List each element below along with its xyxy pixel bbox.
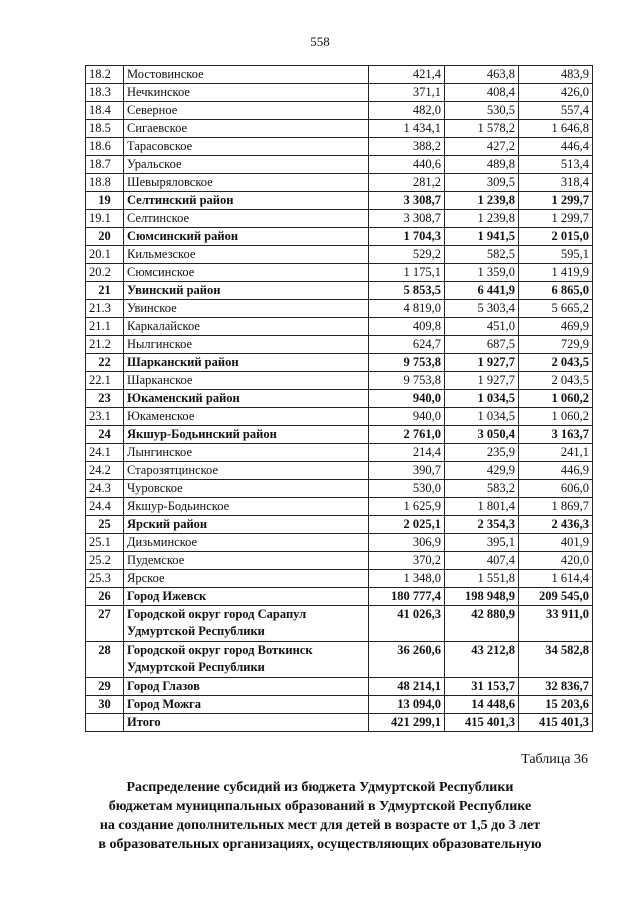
- row-value-3: 241,1: [519, 444, 593, 462]
- row-name: Итого: [124, 714, 369, 732]
- row-code: 20.2: [86, 264, 124, 282]
- row-value-3: 401,9: [519, 534, 593, 552]
- table-row: [86, 66, 593, 84]
- row-value-3: 33 911,0: [519, 606, 593, 642]
- row-name: Шарканское: [124, 372, 369, 390]
- row-value-1: 530,0: [369, 480, 445, 498]
- row-value-2: 235,9: [445, 444, 519, 462]
- row-value-2: 407,4: [445, 552, 519, 570]
- table-row: [86, 264, 593, 282]
- row-value-1: 5 853,5: [369, 282, 445, 300]
- row-value-3: 15 203,6: [519, 696, 593, 714]
- row-name: Лынгинское: [124, 444, 369, 462]
- table-row: [86, 372, 593, 390]
- row-code: 30: [86, 696, 124, 714]
- row-value-3: 1 614,4: [519, 570, 593, 588]
- table-row: [86, 588, 593, 606]
- section-heading: [60, 778, 580, 854]
- row-value-1: 421 299,1: [369, 714, 445, 732]
- table-row: [86, 714, 593, 732]
- table-row: [86, 408, 593, 426]
- row-value-2: 489,8: [445, 156, 519, 174]
- row-code: 22: [86, 354, 124, 372]
- row-value-1: 41 026,3: [369, 606, 445, 642]
- row-value-1: 214,4: [369, 444, 445, 462]
- table-body: [86, 66, 593, 732]
- row-value-1: 36 260,6: [369, 642, 445, 678]
- table-row: [86, 498, 593, 516]
- row-value-3: 557,4: [519, 102, 593, 120]
- row-value-2: 1 551,8: [445, 570, 519, 588]
- row-value-1: 4 819,0: [369, 300, 445, 318]
- row-value-2: 1 239,8: [445, 210, 519, 228]
- row-code: 23.1: [86, 408, 124, 426]
- row-value-2: 583,2: [445, 480, 519, 498]
- row-name: Сюмсинский район: [124, 228, 369, 246]
- row-value-2: 687,5: [445, 336, 519, 354]
- row-value-2: 31 153,7: [445, 678, 519, 696]
- row-name: Кильмезское: [124, 246, 369, 264]
- row-value-2: 530,5: [445, 102, 519, 120]
- row-code: 24.2: [86, 462, 124, 480]
- page-number: 558: [310, 34, 330, 49]
- heading-line: бюджетам муниципальных образований в Удмуртской Республике: [108, 799, 532, 814]
- row-code: 24.4: [86, 498, 124, 516]
- row-value-1: 1 704,3: [369, 228, 445, 246]
- table-row: [86, 696, 593, 714]
- row-value-3: 2 015,0: [519, 228, 593, 246]
- row-code: 23: [86, 390, 124, 408]
- row-name: Ярское: [124, 570, 369, 588]
- row-code: 20.1: [86, 246, 124, 264]
- row-value-3: 1 299,7: [519, 192, 593, 210]
- row-value-2: 1 927,7: [445, 354, 519, 372]
- table-row: [86, 102, 593, 120]
- row-code: 26: [86, 588, 124, 606]
- row-value-2: 408,4: [445, 84, 519, 102]
- row-code: 21.2: [86, 336, 124, 354]
- table-row: [86, 426, 593, 444]
- row-code: 18.4: [86, 102, 124, 120]
- row-name: Якшур-Бодьинский район: [124, 426, 369, 444]
- row-name: Увинское: [124, 300, 369, 318]
- row-name: Ярский район: [124, 516, 369, 534]
- row-value-3: 420,0: [519, 552, 593, 570]
- row-name: Городской округ город Воткинск Удмуртской Республики: [124, 642, 369, 678]
- row-value-3: 32 836,7: [519, 678, 593, 696]
- row-code: 24.3: [86, 480, 124, 498]
- row-value-1: 370,2: [369, 552, 445, 570]
- heading-line: на создание дополнительных мест для детей в возрасте от 1,5 до 3 лет: [99, 818, 541, 833]
- row-value-1: 529,2: [369, 246, 445, 264]
- row-code: [86, 714, 124, 732]
- row-value-1: 390,7: [369, 462, 445, 480]
- row-value-3: 729,9: [519, 336, 593, 354]
- row-value-3: 1 419,9: [519, 264, 593, 282]
- row-value-3: 209 545,0: [519, 588, 593, 606]
- table-row: [86, 318, 593, 336]
- heading-line: в образовательных организациях, осуществляющих образовательную: [98, 837, 542, 852]
- row-value-1: 306,9: [369, 534, 445, 552]
- row-value-3: 483,9: [519, 66, 593, 84]
- row-value-2: 14 448,6: [445, 696, 519, 714]
- table-row: [86, 480, 593, 498]
- row-code: 18.5: [86, 120, 124, 138]
- row-value-1: 3 308,7: [369, 210, 445, 228]
- row-value-3: 446,9: [519, 462, 593, 480]
- row-value-1: 421,4: [369, 66, 445, 84]
- row-value-3: 6 865,0: [519, 282, 593, 300]
- row-value-1: 1 175,1: [369, 264, 445, 282]
- row-value-3: 318,4: [519, 174, 593, 192]
- row-name: Юкаменский район: [124, 390, 369, 408]
- row-value-2: 582,5: [445, 246, 519, 264]
- table-row: [86, 444, 593, 462]
- row-value-1: 2 025,1: [369, 516, 445, 534]
- table-row: [86, 210, 593, 228]
- row-name: Каркалайское: [124, 318, 369, 336]
- row-value-1: 1 348,0: [369, 570, 445, 588]
- row-value-3: 2 043,5: [519, 372, 593, 390]
- row-value-1: 48 214,1: [369, 678, 445, 696]
- row-value-2: 1 801,4: [445, 498, 519, 516]
- table-row: [86, 336, 593, 354]
- row-value-1: 482,0: [369, 102, 445, 120]
- row-value-3: 606,0: [519, 480, 593, 498]
- table-row: [86, 552, 593, 570]
- row-value-2: 427,2: [445, 138, 519, 156]
- row-value-2: 6 441,9: [445, 282, 519, 300]
- table-row: [86, 120, 593, 138]
- row-code: 22.1: [86, 372, 124, 390]
- subsidy-table: [85, 65, 593, 732]
- row-name: Городской округ город Сарапул Удмуртской Республики: [124, 606, 369, 642]
- row-value-2: 1 578,2: [445, 120, 519, 138]
- row-value-2: 1 239,8: [445, 192, 519, 210]
- row-name: Пудемское: [124, 552, 369, 570]
- row-value-2: 309,5: [445, 174, 519, 192]
- row-name: Шарканский район: [124, 354, 369, 372]
- table-row: [86, 282, 593, 300]
- row-code: 25.2: [86, 552, 124, 570]
- row-code: 25.1: [86, 534, 124, 552]
- table-row: [86, 354, 593, 372]
- row-name: Селтинский район: [124, 192, 369, 210]
- row-code: 21.1: [86, 318, 124, 336]
- row-value-3: 513,4: [519, 156, 593, 174]
- row-code: 19.1: [86, 210, 124, 228]
- row-name: Якшур-Бодьинское: [124, 498, 369, 516]
- row-value-1: 1 434,1: [369, 120, 445, 138]
- row-code: 18.6: [86, 138, 124, 156]
- row-value-3: 415 401,3: [519, 714, 593, 732]
- row-code: 18.7: [86, 156, 124, 174]
- table-row: [86, 534, 593, 552]
- row-code: 18.3: [86, 84, 124, 102]
- row-name: Город Ижевск: [124, 588, 369, 606]
- row-code: 19: [86, 192, 124, 210]
- row-value-2: 1 359,0: [445, 264, 519, 282]
- row-value-2: 1 034,5: [445, 390, 519, 408]
- row-value-2: 1 941,5: [445, 228, 519, 246]
- row-value-3: 1 869,7: [519, 498, 593, 516]
- row-code: 29: [86, 678, 124, 696]
- row-value-2: 395,1: [445, 534, 519, 552]
- row-value-2: 451,0: [445, 318, 519, 336]
- heading-line: Распределение субсидий из бюджета Удмуртской Республики: [126, 780, 514, 795]
- table-label: Таблица 36: [521, 752, 588, 767]
- row-name: Дизьминское: [124, 534, 369, 552]
- row-value-1: 3 308,7: [369, 192, 445, 210]
- table-row: [86, 678, 593, 696]
- row-value-1: 9 753,8: [369, 354, 445, 372]
- row-code: 28: [86, 642, 124, 678]
- table-row: [86, 84, 593, 102]
- row-value-3: 2 043,5: [519, 354, 593, 372]
- row-value-3: 446,4: [519, 138, 593, 156]
- row-value-1: 2 761,0: [369, 426, 445, 444]
- row-value-2: 3 050,4: [445, 426, 519, 444]
- row-name: Сюмсинское: [124, 264, 369, 282]
- row-value-1: 281,2: [369, 174, 445, 192]
- row-name: Старозятцинское: [124, 462, 369, 480]
- row-name: Шевыряловское: [124, 174, 369, 192]
- row-code: 24: [86, 426, 124, 444]
- row-code: 24.1: [86, 444, 124, 462]
- row-code: 25.3: [86, 570, 124, 588]
- row-code: 18.2: [86, 66, 124, 84]
- table-row: [86, 192, 593, 210]
- table-row: [86, 642, 593, 678]
- row-code: 20: [86, 228, 124, 246]
- table-row: [86, 462, 593, 480]
- row-value-1: 624,7: [369, 336, 445, 354]
- table-row: [86, 390, 593, 408]
- row-value-2: 463,8: [445, 66, 519, 84]
- row-name: Юкаменское: [124, 408, 369, 426]
- row-value-2: 429,9: [445, 462, 519, 480]
- row-name: Город Можга: [124, 696, 369, 714]
- table-row: [86, 516, 593, 534]
- row-name: Селтинское: [124, 210, 369, 228]
- row-value-3: 34 582,8: [519, 642, 593, 678]
- row-value-1: 440,6: [369, 156, 445, 174]
- row-code: 21: [86, 282, 124, 300]
- row-value-2: 2 354,3: [445, 516, 519, 534]
- row-name: Сигаевское: [124, 120, 369, 138]
- row-name: Уральское: [124, 156, 369, 174]
- row-value-3: 426,0: [519, 84, 593, 102]
- row-value-3: 1 060,2: [519, 408, 593, 426]
- row-value-1: 409,8: [369, 318, 445, 336]
- row-value-2: 1 927,7: [445, 372, 519, 390]
- row-value-3: 2 436,3: [519, 516, 593, 534]
- row-name: Тарасовское: [124, 138, 369, 156]
- row-value-3: 1 299,7: [519, 210, 593, 228]
- row-value-1: 13 094,0: [369, 696, 445, 714]
- table-row: [86, 300, 593, 318]
- row-code: 25: [86, 516, 124, 534]
- row-name: Нечкинское: [124, 84, 369, 102]
- row-code: 21.3: [86, 300, 124, 318]
- row-name: Чуровское: [124, 480, 369, 498]
- row-value-2: 5 303,4: [445, 300, 519, 318]
- table-row: [86, 246, 593, 264]
- row-value-3: 469,9: [519, 318, 593, 336]
- row-name: Увинский район: [124, 282, 369, 300]
- row-name: Северное: [124, 102, 369, 120]
- row-value-3: 595,1: [519, 246, 593, 264]
- table-row: [86, 606, 593, 642]
- row-name: Нылгинское: [124, 336, 369, 354]
- row-value-1: 371,1: [369, 84, 445, 102]
- row-value-3: 1 646,8: [519, 120, 593, 138]
- table-row: [86, 156, 593, 174]
- row-name: Город Глазов: [124, 678, 369, 696]
- row-value-1: 9 753,8: [369, 372, 445, 390]
- row-value-2: 1 034,5: [445, 408, 519, 426]
- row-value-1: 940,0: [369, 390, 445, 408]
- row-value-2: 198 948,9: [445, 588, 519, 606]
- row-value-3: 5 665,2: [519, 300, 593, 318]
- table-row: [86, 228, 593, 246]
- row-value-1: 388,2: [369, 138, 445, 156]
- row-code: 27: [86, 606, 124, 642]
- row-code: 18.8: [86, 174, 124, 192]
- row-value-2: 43 212,8: [445, 642, 519, 678]
- table-row: [86, 138, 593, 156]
- row-value-1: 180 777,4: [369, 588, 445, 606]
- row-value-3: 1 060,2: [519, 390, 593, 408]
- row-value-1: 1 625,9: [369, 498, 445, 516]
- table-row: [86, 174, 593, 192]
- row-value-2: 42 880,9: [445, 606, 519, 642]
- row-name: Мостовинское: [124, 66, 369, 84]
- table-row: [86, 570, 593, 588]
- row-value-3: 3 163,7: [519, 426, 593, 444]
- row-value-1: 940,0: [369, 408, 445, 426]
- row-value-2: 415 401,3: [445, 714, 519, 732]
